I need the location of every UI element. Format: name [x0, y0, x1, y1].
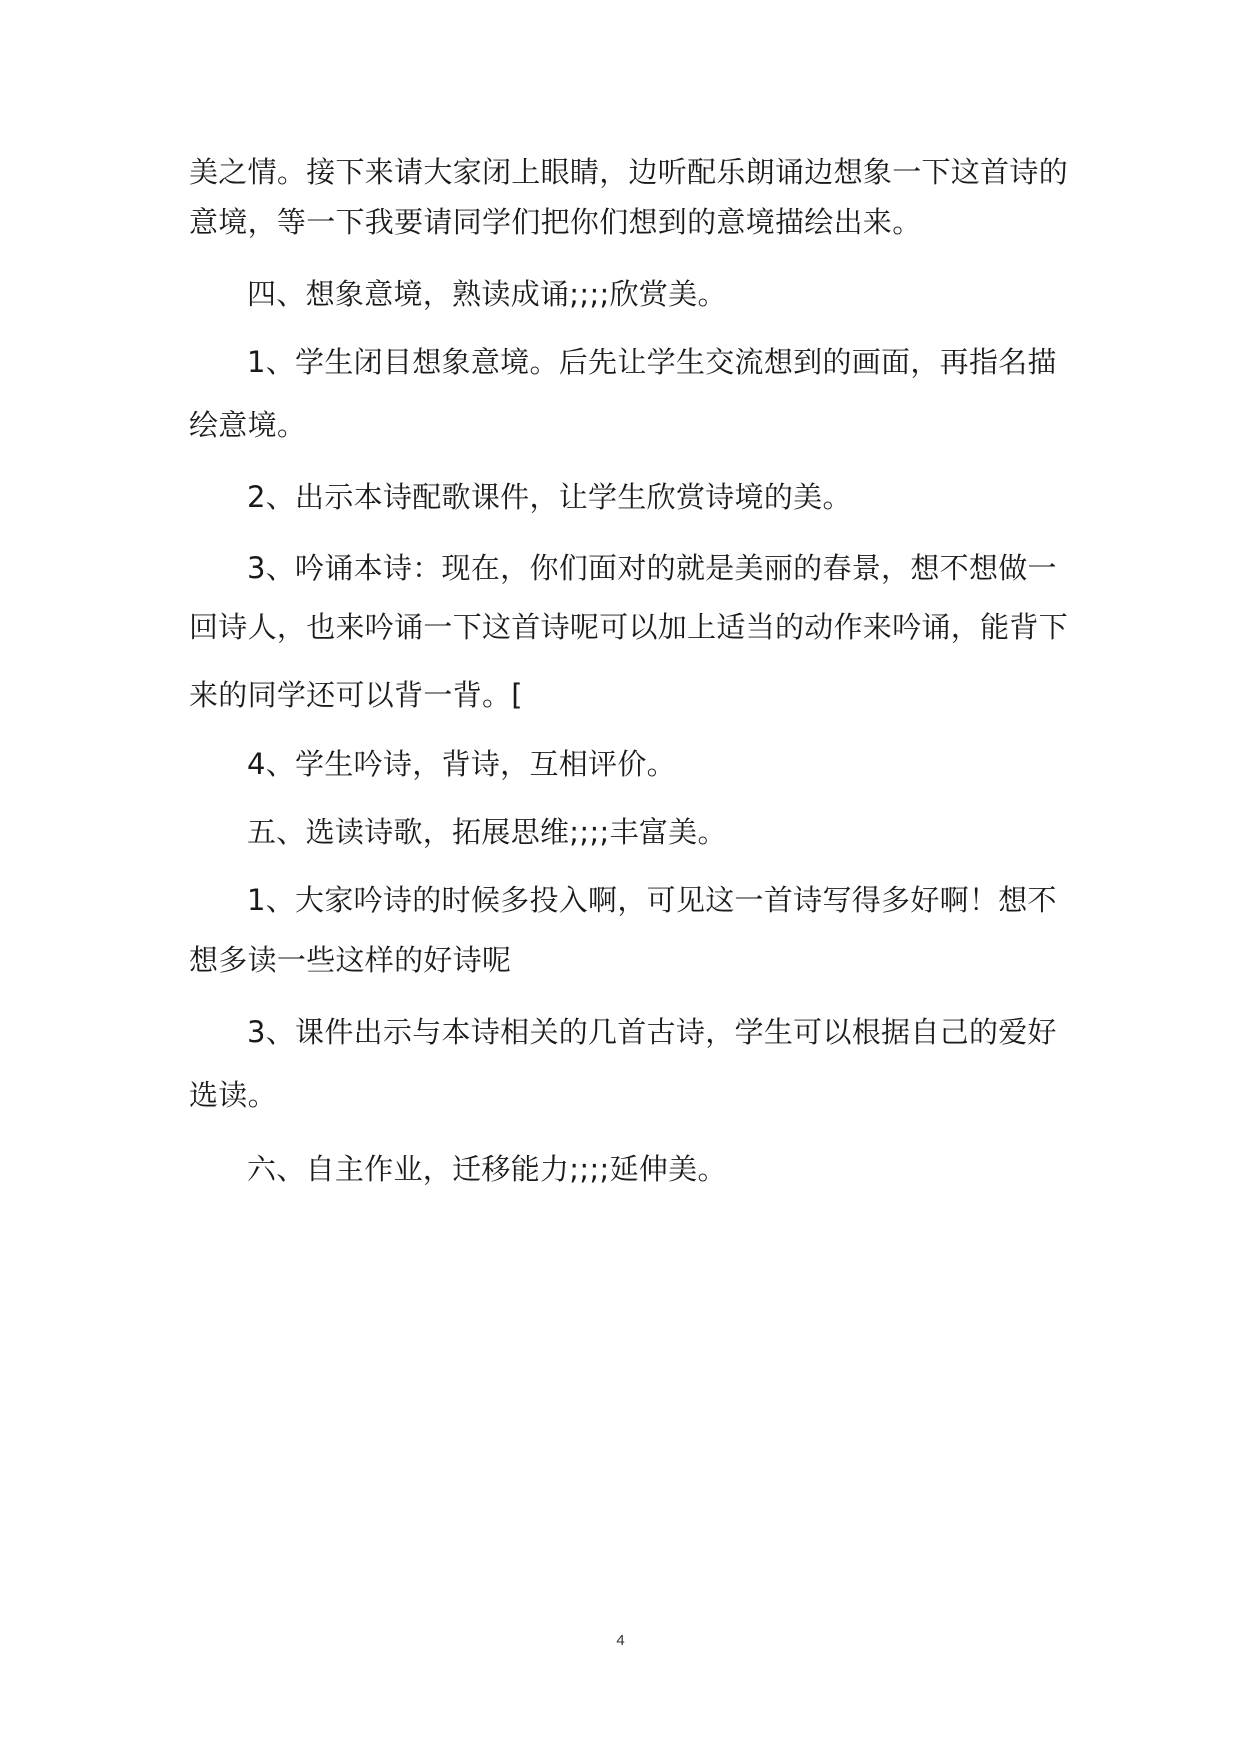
text-line: 选读。: [189, 1078, 277, 1112]
text-line: 回诗人，也来吟诵一下这首诗呢可以加上适当的动作来吟诵，能背下: [189, 610, 1069, 644]
text-line: 意境，等一下我要请同学们把你们想到的意境描绘出来。: [189, 205, 922, 239]
text-line: 来的同学还可以背一背。[: [189, 678, 523, 712]
text-line: 3、课件出示与本诗相关的几首古诗，学生可以根据自己的爱好: [247, 1015, 1057, 1049]
text-line: 2、出示本诗配歌课件，让学生欣赏诗境的美。: [247, 480, 852, 514]
text-line: 4、学生吟诗，背诗，互相评价。: [247, 747, 676, 781]
text-line: 想多读一些这样的好诗呢: [189, 943, 512, 977]
page-number: 4: [616, 1632, 625, 1649]
text-line: 1、大家吟诗的时候多投入啊，可见这一首诗写得多好啊！想不: [247, 883, 1057, 917]
section-heading: 五、选读诗歌，拓展思维;;;;丰富美。: [247, 815, 727, 849]
text-line: 1、学生闭目想象意境。后先让学生交流想到的画面，再指名描: [247, 345, 1057, 379]
text-line: 美之情。接下来请大家闭上眼睛，边听配乐朗诵边想象一下这首诗的: [189, 155, 1069, 189]
text-line: 3、吟诵本诗：现在，你们面对的就是美丽的春景，想不想做一: [247, 551, 1057, 585]
section-heading: 六、自主作业，迁移能力;;;;延伸美。: [247, 1152, 727, 1186]
section-heading: 四、想象意境，熟读成诵;;;;欣赏美。: [247, 277, 727, 311]
text-line: 绘意境。: [189, 408, 307, 442]
